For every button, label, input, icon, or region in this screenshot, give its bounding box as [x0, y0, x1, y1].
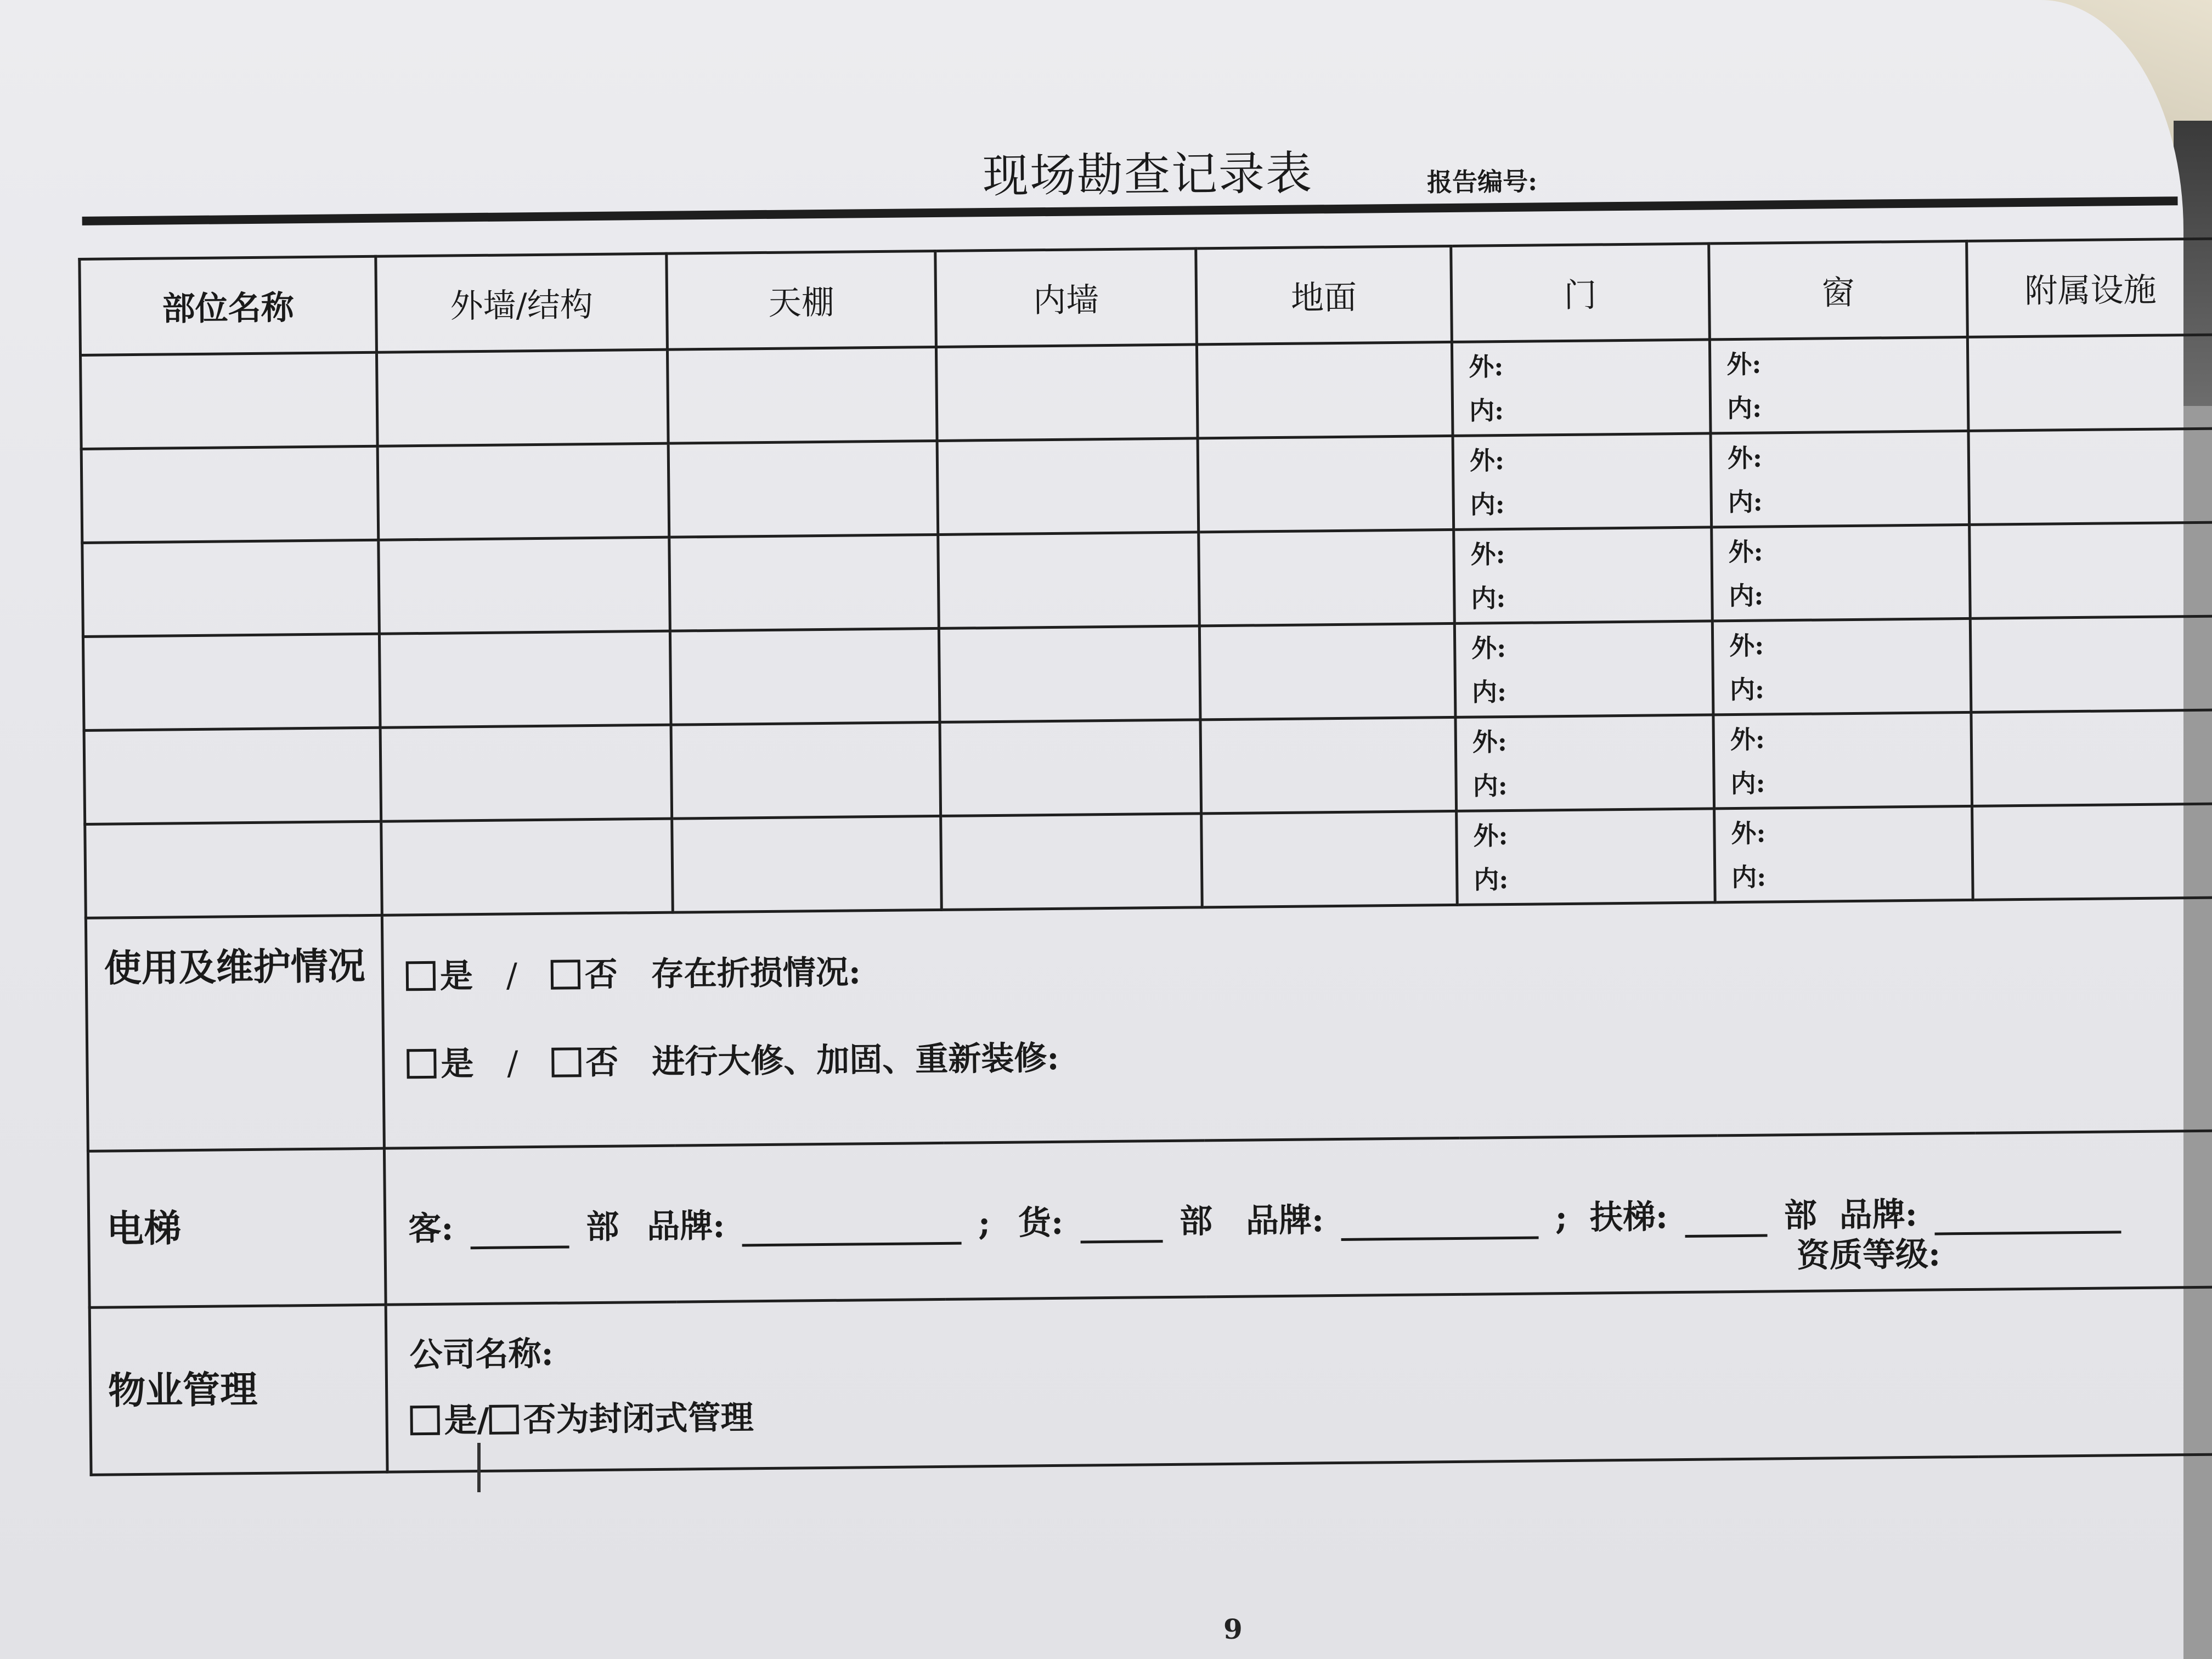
inner-label: 内: [1470, 489, 1505, 520]
col-header-door: 门 [1451, 244, 1710, 342]
inner-label: 内: [1729, 580, 1764, 611]
cell-window[interactable] [1712, 524, 1971, 621]
outer-label: 外: [1726, 349, 1762, 380]
cell-location[interactable] [85, 821, 382, 918]
cell-ceiling[interactable] [672, 816, 942, 912]
pen-mark [477, 1443, 481, 1492]
outer-label: 外: [1730, 724, 1765, 755]
cell-fixtures[interactable] [1971, 710, 2212, 806]
cell-exterior[interactable] [379, 537, 670, 634]
cell-location[interactable] [81, 352, 378, 449]
form-title: 现场勘查记录表 [982, 146, 1313, 204]
cell-interior[interactable] [936, 345, 1198, 441]
cell-floor[interactable] [1201, 811, 1458, 907]
unit-label: 部 [1179, 1202, 1213, 1241]
cell-fixtures[interactable] [1972, 804, 2212, 900]
cell-ceiling[interactable] [667, 347, 937, 443]
yes-label: 是 [441, 1045, 474, 1084]
cell-exterior[interactable] [380, 725, 672, 821]
cell-door[interactable] [1457, 809, 1716, 905]
unit-label: 部 [1784, 1196, 1818, 1235]
damage-question: 存在折损情况: [651, 953, 861, 994]
yes-label: 是 [439, 957, 473, 996]
inner-label: 内: [1731, 862, 1767, 893]
col-header-location: 部位名称 [80, 256, 377, 355]
inner-label: 内: [1730, 768, 1765, 799]
slash-separator: / [506, 956, 518, 995]
outer-label: 外: [1731, 818, 1766, 849]
usage-label: 使用及维护情况 [86, 915, 384, 1151]
cell-fixtures[interactable] [1968, 428, 2212, 524]
cell-interior[interactable] [940, 720, 1201, 816]
cell-window[interactable] [1709, 337, 1968, 433]
inner-label: 内: [1726, 393, 1762, 424]
outer-label: 外: [1470, 539, 1505, 569]
outer-label: 外: [1469, 352, 1504, 382]
cell-interior[interactable] [939, 626, 1200, 723]
cell-window[interactable] [1713, 712, 1972, 809]
cell-exterior[interactable] [381, 819, 673, 915]
semicolon: ; [1555, 1199, 1568, 1238]
cell-fixtures[interactable] [1967, 335, 2212, 431]
inner-label: 内: [1469, 396, 1504, 426]
elevator-label: 电梯 [88, 1148, 386, 1307]
no-label: 否 [584, 955, 618, 995]
elevator-content [384, 1131, 2212, 1305]
outer-label: 外: [1471, 633, 1506, 663]
checkbox-yes[interactable] [410, 1406, 440, 1436]
cell-ceiling[interactable] [668, 441, 938, 537]
cell-ceiling[interactable] [671, 722, 941, 819]
passenger-brand-field[interactable] [742, 1215, 962, 1247]
property-label: 物业管理 [89, 1305, 387, 1475]
outer-label: 外: [1473, 821, 1508, 851]
form-document [77, 106, 2212, 1657]
cell-interior[interactable] [938, 532, 1200, 629]
cell-floor[interactable] [1197, 342, 1453, 438]
col-header-interior-wall: 内墙 [935, 249, 1197, 347]
elevator-row [88, 1131, 2212, 1307]
inner-label: 内: [1729, 674, 1765, 705]
cell-window[interactable] [1712, 618, 1971, 715]
cell-exterior[interactable] [379, 631, 671, 727]
cell-floor[interactable] [1199, 529, 1455, 625]
cargo-count-field[interactable] [1080, 1212, 1163, 1243]
inner-label: 内: [1471, 583, 1506, 613]
survey-table [78, 238, 2212, 1476]
cell-interior[interactable] [937, 438, 1199, 535]
cell-door[interactable] [1452, 340, 1711, 436]
cell-ceiling[interactable] [670, 628, 940, 725]
cell-window[interactable] [1714, 806, 1973, 902]
checkbox-no[interactable] [551, 1047, 582, 1077]
cell-door[interactable] [1454, 527, 1713, 624]
cell-location[interactable] [83, 634, 380, 730]
cell-location[interactable] [84, 727, 381, 824]
cell-door[interactable] [1455, 715, 1714, 811]
usage-row [86, 898, 2212, 1151]
closed-no-label: 否为封闭式管理 [523, 1398, 754, 1440]
cell-location[interactable] [82, 540, 380, 636]
qualification-label: 资质等级: [1796, 1235, 1941, 1276]
cell-fixtures[interactable] [1970, 616, 2212, 712]
cell-location[interactable] [81, 446, 379, 543]
brand-label: 品牌: [1839, 1195, 1918, 1235]
company-name-label: 公司名称: [409, 1334, 554, 1375]
property-row [89, 1287, 2212, 1475]
col-header-window: 窗 [1709, 241, 1968, 340]
escalator-count-field[interactable] [1685, 1207, 1768, 1238]
passenger-label: 客: [408, 1209, 454, 1249]
cell-floor[interactable] [1200, 717, 1457, 813]
semicolon: ; [978, 1204, 991, 1243]
col-header-ceiling: 天棚 [667, 251, 936, 349]
cell-exterior[interactable] [377, 443, 669, 540]
cargo-label: 货: [1018, 1203, 1064, 1243]
property-content [386, 1287, 2212, 1472]
outer-label: 外: [1469, 445, 1505, 476]
cell-floor[interactable] [1198, 436, 1454, 532]
cell-exterior[interactable] [376, 349, 668, 446]
cell-window[interactable] [1711, 431, 1970, 527]
inner-label: 内: [1471, 677, 1507, 707]
passenger-count-field[interactable] [470, 1218, 569, 1249]
col-header-floor: 地面 [1196, 246, 1452, 344]
escalator-label: 扶梯: [1589, 1198, 1668, 1237]
report-number-label: 报告编号: [1426, 166, 1538, 198]
inner-label: 内: [1728, 487, 1763, 517]
cell-floor[interactable] [1199, 623, 1455, 719]
no-label: 否 [585, 1043, 619, 1082]
slash-separator: / [506, 1044, 518, 1083]
inner-label: 内: [1472, 771, 1508, 801]
brand-label: 品牌: [1245, 1201, 1324, 1240]
col-header-exterior-wall: 外墙/结构 [376, 253, 668, 352]
inner-label: 内: [1474, 865, 1509, 895]
outer-label: 外: [1727, 443, 1763, 473]
usage-line-repair [385, 1014, 2212, 1120]
col-header-fixtures: 附属设施 [1967, 239, 2212, 337]
cell-door[interactable] [1454, 621, 1713, 718]
cell-door[interactable] [1453, 433, 1712, 530]
cell-interior[interactable] [941, 814, 1203, 910]
outer-label: 外: [1472, 727, 1508, 757]
cargo-brand-field[interactable] [1341, 1209, 1539, 1241]
unit-label: 部 [585, 1207, 619, 1247]
repair-question: 进行大修、加固、重新装修: [651, 1039, 1059, 1082]
usage-line-damage [383, 927, 2212, 1032]
checkbox-no[interactable] [489, 1404, 519, 1435]
closed-yes-label: 是/ [444, 1401, 489, 1440]
brand-label: 品牌: [646, 1206, 725, 1246]
page-number: 9 [1223, 1613, 1243, 1645]
checkbox-no[interactable] [551, 960, 581, 990]
checkbox-yes[interactable] [407, 1049, 437, 1079]
outer-label: 外: [1728, 537, 1763, 567]
cell-fixtures[interactable] [1970, 522, 2212, 618]
escalator-brand-field[interactable] [1934, 1203, 2121, 1235]
checkbox-yes[interactable] [406, 961, 436, 991]
usage-content [382, 898, 2212, 1148]
cell-ceiling[interactable] [669, 534, 939, 631]
outer-label: 外: [1729, 630, 1764, 661]
